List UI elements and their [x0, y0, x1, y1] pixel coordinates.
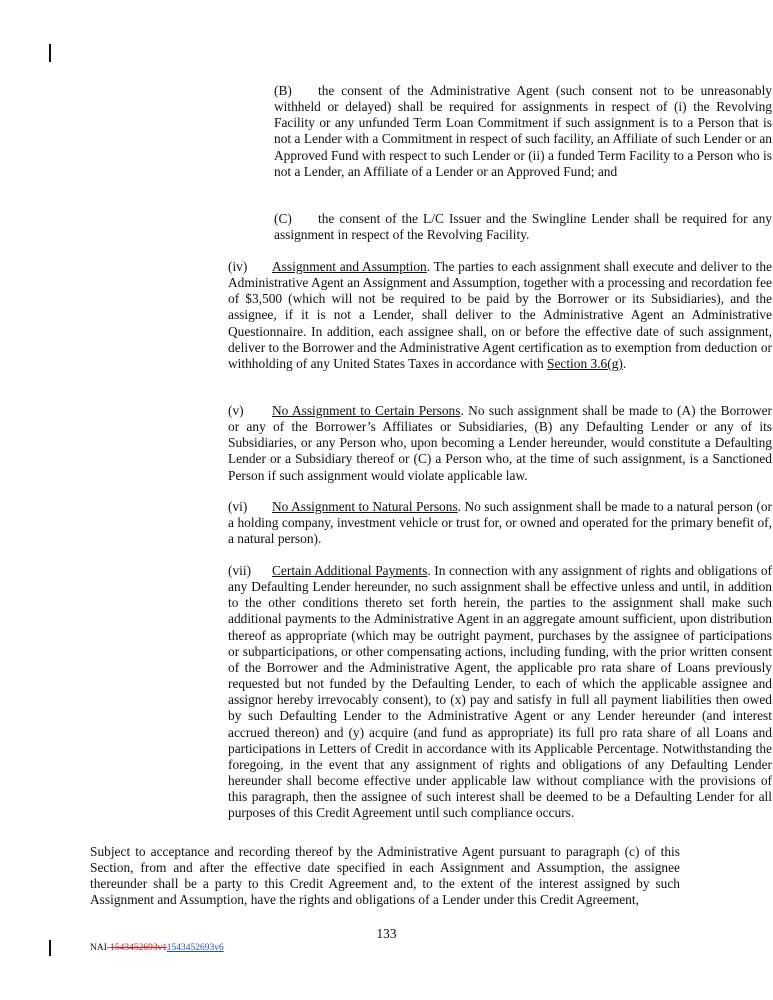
- clause-v-label: (v): [228, 403, 244, 418]
- clause-iv: [136, 259, 772, 372]
- clause-v-text: . No such assignment shall be made to (A) the Borrower or any of the Borrower’s Affiliates or Subsidiaries, (B) any Defaulting Lender or any of its Subsidiaries, or any Person who, upon becoming a Lender hereunder, would constitute a Defaulting Lender or a Subsidiary thereof or (C) a Person who, at the time of such assignment, is a Sanctioned Person if such assignment would violate applicable law.: [228, 403, 772, 483]
- clause-iv-label: (iv): [228, 259, 248, 274]
- document-id-footer: [90, 942, 224, 954]
- clause-vi-label: (vi): [228, 499, 248, 514]
- clause-iv-text: . The parties to each assignment shall execute and deliver to the Administrative Agent an Assignment and Assumption, together with a processing and recordation fee of $3,500 (which will not be required to be paid by the Borrower or its Subsidiaries), and the assignee, if it is not a Lender, shall deliver to the Administrative Agent an Administrative Questionnaire. In addition, each assignee shall, on or before the effective date of such assignment, deliver to the Borrower and the Administrative Agent certification as to exemption from deduction or withholding of any United States Taxes in accordance with: [228, 259, 772, 371]
- clause-b: [182, 83, 772, 180]
- clause-b-label: (B): [274, 83, 292, 98]
- clause-v: [136, 403, 772, 484]
- clause-c: [182, 211, 772, 243]
- clause-vii-label: (vii): [228, 563, 252, 578]
- clause-vii-heading: Certain Additional Payments: [272, 563, 428, 578]
- clause-vi: [136, 499, 772, 547]
- doc-id-prefix: NAI-: [90, 943, 111, 953]
- change-bar-top: [49, 44, 51, 62]
- clause-vi-heading: No Assignment to Natural Persons: [272, 499, 458, 514]
- doc-id-inserted: 1543452693v6: [166, 943, 224, 953]
- section-reference: Section 3.6(g): [547, 355, 623, 371]
- clause-c-label: (C): [274, 211, 292, 226]
- clause-b-text: the consent of the Administrative Agent (such consent not to be unreasonably withheld or delayed) shall be required for assignments in respect of (i) the Revolving Facility or any unfunded Term Loan Commitment if such assignment is to a Person that is not a Lender with a Commitment in respect of such facility, an Affiliate of such Lender or an Approved Fund with respect to such Lender or (ii) a funded Term Facility to a Person who is not a Lender, an Affiliate of a Lender or an Approved Fund; and: [274, 83, 772, 179]
- clause-vii: [136, 563, 772, 822]
- clause-vi-text: . No such assignment shall be made to a natural person (or a holding company, investment vehicle or trust for, or owned and operated for the primary benefit of, a natural person).: [228, 499, 772, 547]
- clause-iv-text-end: .: [622, 355, 627, 371]
- clause-v-heading: No Assignment to Certain Persons: [272, 403, 461, 418]
- closing-paragraph: Subject to acceptance and recording thereof by the Administrative Agent pursuant to paragraph (c) of this Section, from and after the effective date specified in each Assignment and Assumption, the assignee thereunder shall be a party to this Credit Agreement and, to the extent of the interest assigned by such Assignment and Assumption, have the rights and obligations of a Lender under this Credit Agreement,: [90, 844, 680, 908]
- clause-iv-heading: Assignment and Assumption: [272, 259, 427, 274]
- doc-id-deleted: 1543452693v1: [110, 943, 167, 953]
- change-bar-bottom: [49, 940, 51, 956]
- clause-c-text: the consent of the L/C Issuer and the Swingline Lender shall be required for any assignment in respect of the Revolving Facility.: [274, 211, 772, 243]
- clause-vii-text: . In connection with any assignment of rights and obligations of any Defaulting Lender hereunder, no such assignment shall be effective unless and until, in addition to the other conditions thereto set forth herein, the parties to the assignment shall make such additional payments to the Administrative Agent in an aggregate amount sufficient, upon distribution thereof as appropriate (which may be outright payment, purchases by the assignee of participations or subparticipations, or other compensating actions, including funding, with the prior written consent of the Borrower and the Administrative Agent, the applicable pro rata share of Loans previously requested but not funded by the Defaulting Lender, to each of which the applicable assignee and assignor hereby irrevocably consent), to (x) pay and satisfy in full all payment liabilities then owed by such Defaulting Lender to the Administrative Agent or any Lender hereunder (and interest accrued thereon) and (y) acquire (and fund as appropriate) its full pro rata share of all Loans and participations in Letters of Credit in accordance with its Applicable Percentage. Notwithstanding the foregoing, in the event that any assignment of rights and obligations of any Defaulting Lender hereunder shall become effective under applicable law without compliance with the provisions of this paragraph, then the assignee of such interest shall be deemed to be a Defaulting Lender for all purposes of this Credit Agreement until such compliance occurs.: [228, 563, 773, 821]
- page-number: 133: [376, 926, 397, 941]
